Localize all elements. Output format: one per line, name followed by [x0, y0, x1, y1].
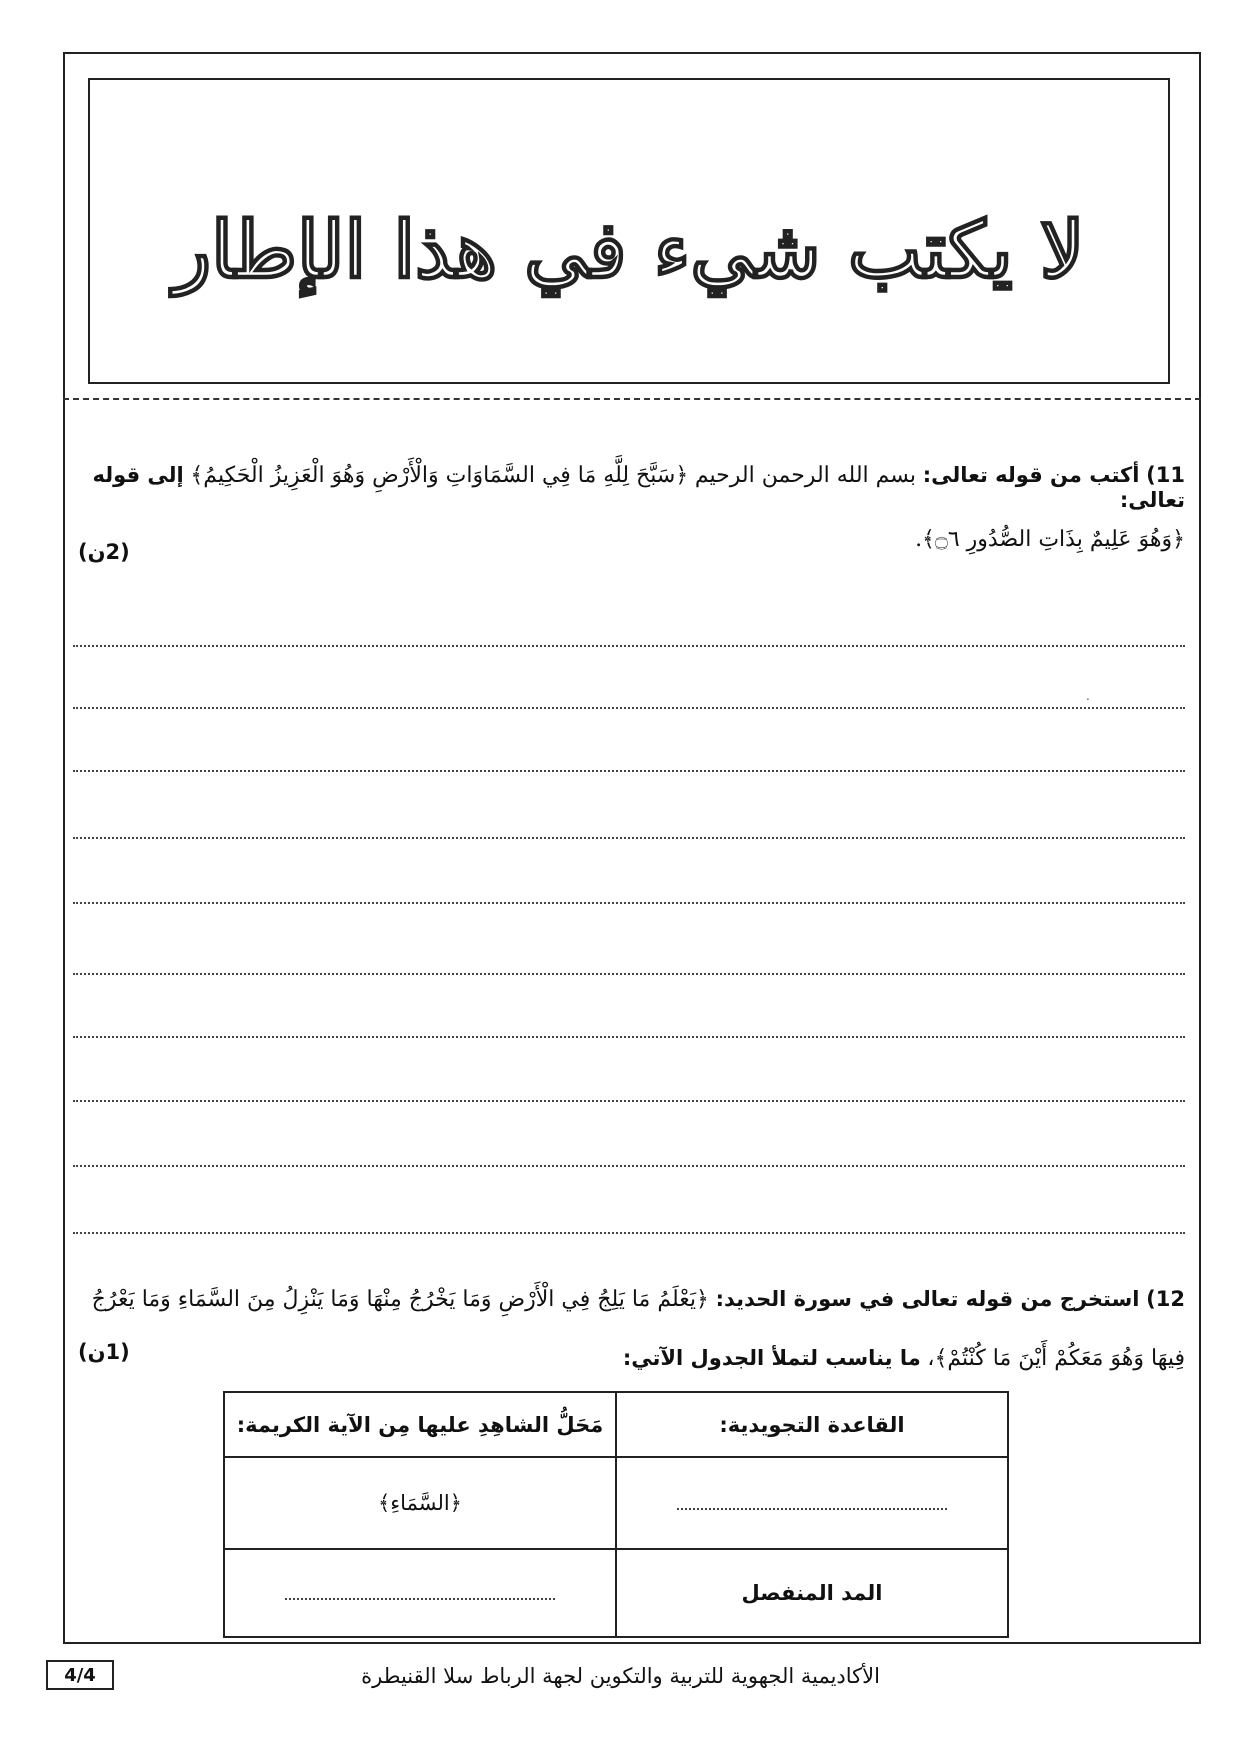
answer-line[interactable] [73, 1165, 1185, 1167]
answer-line[interactable] [73, 1232, 1185, 1234]
institution-name: الأكاديمية الجهوية للتربية والتكوين لجهة الرباط سلا القنيطرة [361, 1664, 880, 1688]
question-11-number: 11) [1146, 463, 1185, 487]
verse-end: ﴿وَهُوَ عَلِيمٌ بِذَاتِ الصُّدُورِ ۝٦﴾. [915, 527, 1185, 552]
question-12-points: (1ن) [78, 1340, 130, 1364]
answer-line[interactable] [73, 1036, 1185, 1038]
answer-line[interactable] [73, 770, 1185, 772]
answer-line[interactable] [73, 645, 1185, 647]
answer-line[interactable] [73, 1100, 1185, 1102]
row1-evidence: ﴿السَّمَاءِ﴾ [224, 1457, 616, 1549]
question-12-instruction: ما يناسب لتملأ الجدول الآتي: [622, 1346, 921, 1370]
question-11-line2 [185, 527, 1185, 552]
question-11-lead: أكتب من قوله تعالى: [922, 463, 1140, 487]
hadid-verse: ﴿يَعْلَمُ مَا يَلِجُ فِي الْأَرْضِ وَمَا يَخْرُجُ مِنْهَا وَمَا يَنْزِلُ مِنَ السَّمَاءِ وَمَا يَعْرُجُ فِيهَا وَهُوَ مَعَكُمْ أَيْنَ مَا كُنْتُمْ﴾، [91, 1287, 1185, 1371]
question-12-number: 12) [1146, 1287, 1185, 1311]
question-11-points: (2ن) [78, 540, 130, 564]
verse-start: ﴿سَبَّحَ لِلَّهِ مَا فِي السَّمَاوَاتِ وَالْأَرْضِ وَهُوَ الْعَزِيزُ الْحَكِيمُ﴾ [190, 463, 689, 488]
to-label: إلى قوله تعالى: [92, 463, 1185, 512]
col-evidence-header: مَحَلُّ الشاهِدِ عليها مِن الآية الكريمة: [224, 1392, 616, 1457]
page-number: 4/4 [46, 1660, 114, 1690]
row2-evidence-blank[interactable] [224, 1549, 616, 1637]
answer-line[interactable] [73, 902, 1185, 904]
tajweed-table [223, 1391, 1009, 1638]
question-12-lead: استخرج من قوله تعالى في سورة الحديد: [715, 1287, 1140, 1311]
row2-rule: المد المنفصل [616, 1549, 1008, 1637]
no-write-banner: لا يكتب شيء في هذا الإطار [173, 204, 1085, 296]
stray-mark: . [1086, 689, 1090, 703]
row1-rule-blank[interactable] [616, 1457, 1008, 1549]
cut-line [63, 398, 1201, 400]
answer-line[interactable] [73, 707, 1185, 709]
fill-line[interactable] [285, 1598, 555, 1600]
col-tajweed-rule-header: القاعدة التجويدية: [616, 1392, 1008, 1457]
question-11 [55, 463, 1185, 512]
basmala: بسم الله الرحمن الرحيم [694, 463, 917, 488]
fill-line[interactable] [677, 1508, 947, 1510]
answer-line[interactable] [73, 973, 1185, 975]
question-12 [55, 1270, 1185, 1388]
answer-line[interactable] [73, 837, 1185, 839]
